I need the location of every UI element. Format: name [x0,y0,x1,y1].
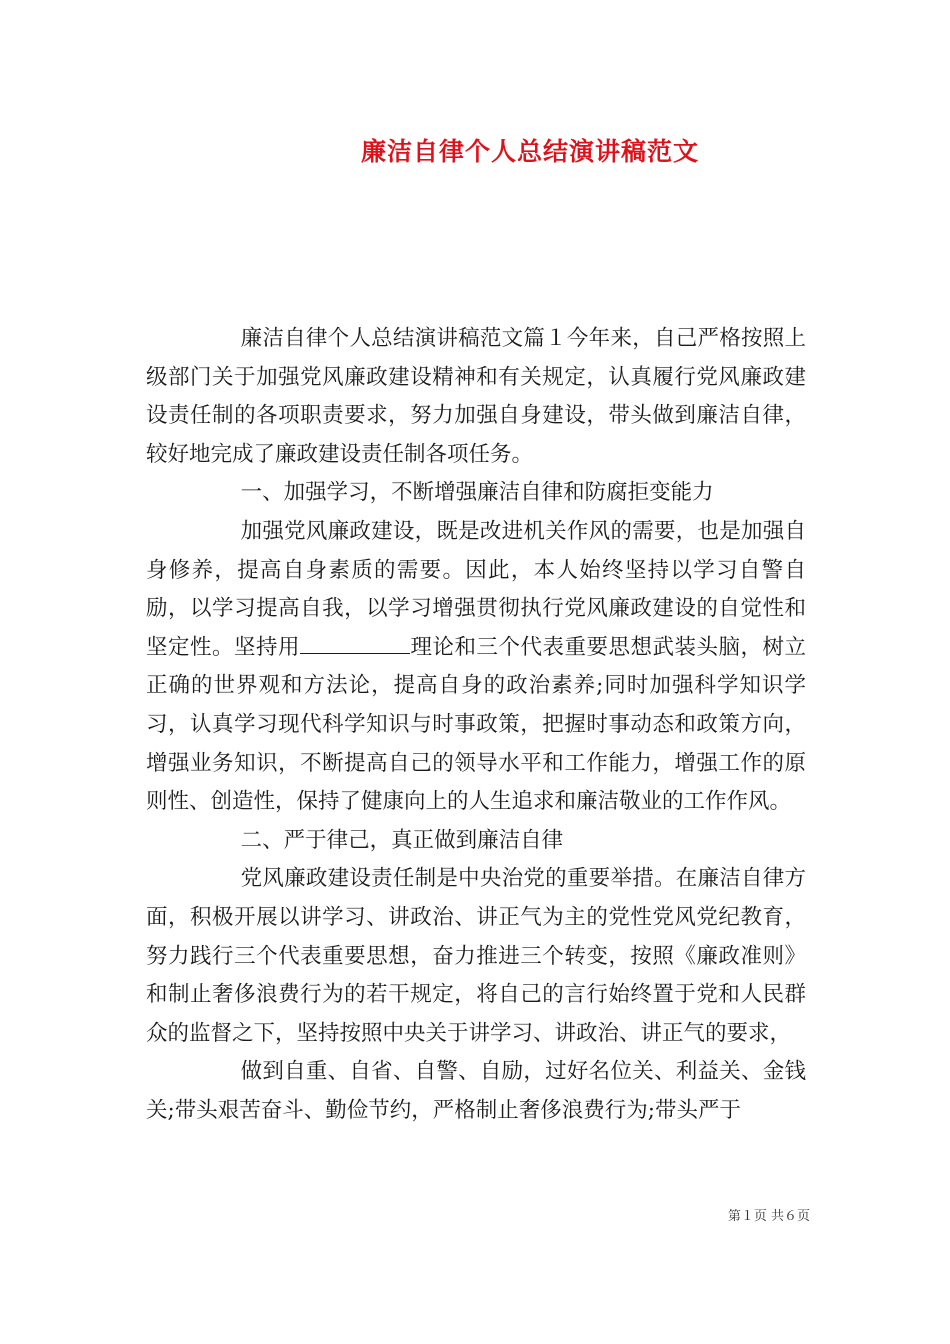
paragraph-self-discipline: 做到自重、自省、自警、自励，过好名位关、利益关、金钱关;带头艰苦奋斗、勤俭节约，严格制止奢侈浪费行为;带头严于 [146,1059,806,1123]
paragraph-intro: 廉洁自律个人总结演讲稿范文篇１今年来，自己严格按照上级部门关于加强党风廉政建设精神和有关规定，认真履行党风廉政建设责任制的各项职责要求，努力加强自身建设，带头做到廉洁自律，较好地完成了廉政建设责任制各项任务。 [146,326,806,467]
page-footer: 第１页 共６页 [727,1209,810,1224]
paragraph-study [146,513,806,822]
paragraph-study-part2: 理论和三个代表重要思想武装头脑，树立正确的世界观和方法论，提高自身的政治素养;同时加强科学知识学习，认真学习现代科学知识与时事政策，把握时事动态和政策方向，增强业务知识，不断提高自己的领导水平和工作能力，增强工作的原则性、创造性，保持了健康向上的人生追求和廉洁敬业的工作作风。 [146,634,806,815]
document-title: 廉洁自律个人总结演讲稿范文 [360,137,699,166]
paragraph-study-part1: 加强党风廉政建设，既是改进机关作风的需要，也是加强自身修养，提高自身素质的需要。因此，本人始终坚持以学习自警自励，以学习提高自我，以学习增强贯彻执行党风廉政建设的自觉性和坚定性。坚持用 [146,518,806,660]
paragraph-discipline: 党风廉政建设责任制是中央治党的重要举措。在廉洁自律方面，积极开展以讲学习、讲政治、讲正气为主的党性党风党纪教育，努力践行三个代表重要思想，奋力推进三个转变，按照《廉政准则》和制止奢侈浪费行为的若干规定，将自己的言行始终置于党和人民群众的监督之下，坚持按照中央关于讲学习、讲政治、讲正气的要求， [146,866,806,1046]
section-heading-2: 二、严于律己，真正做到廉洁自律 [240,827,564,853]
document-body [146,320,806,1130]
blank-underline [300,635,410,654]
section-heading-1: 一、加强学习，不断增强廉洁自律和防腐拒变能力 [240,480,714,506]
